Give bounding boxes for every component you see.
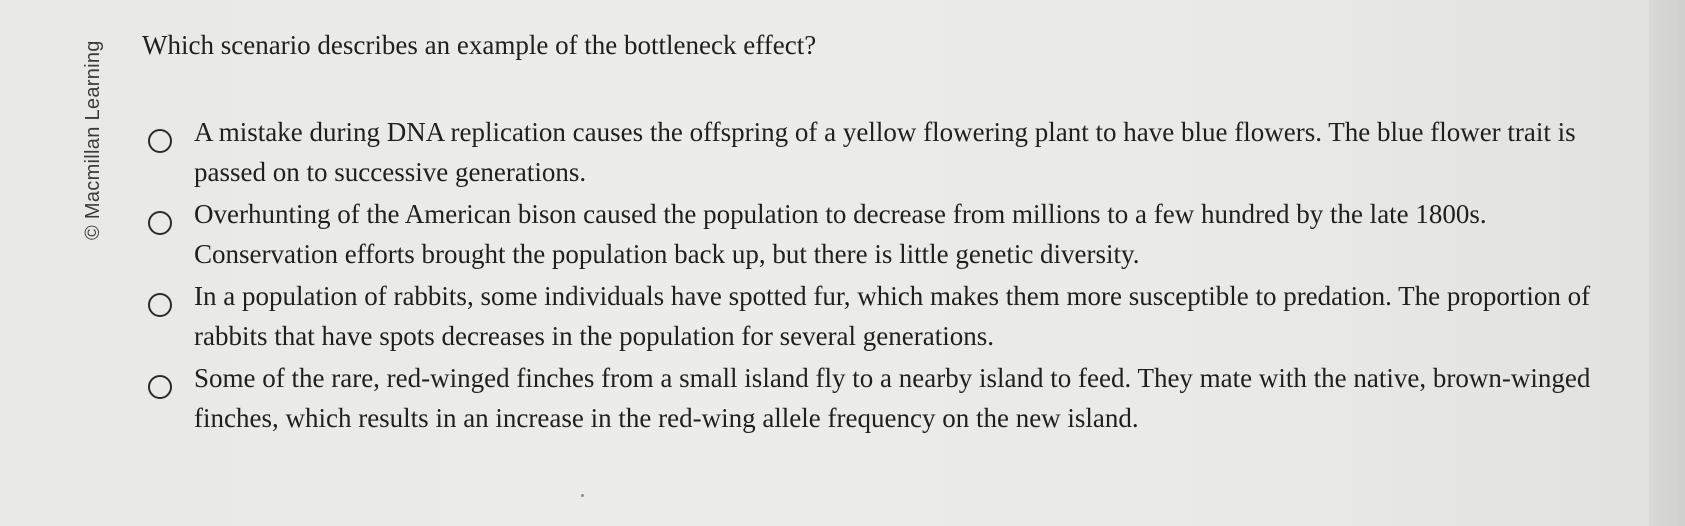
question-prompt: Which scenario describes an example of the bottleneck effect? — [142, 30, 817, 60]
answer-option-text[interactable]: A mistake during DNA replication causes the offspring of a yellow flowering plant to have blue flowers. The blue flower trait is passed on to successive generations. — [194, 117, 1576, 187]
answer-option-text[interactable]: In a population of rabbits, some individuals have spotted fur, which makes them more susceptible to predation. The proportion of rabbits that have spots decreases in the population for several generations. — [194, 281, 1591, 351]
copyright-label: © Macmillan Learning — [82, 40, 104, 240]
answer-options — [148, 112, 1618, 440]
radio-button-icon[interactable] — [148, 293, 172, 317]
screen-speck — [581, 494, 584, 497]
radio-button-icon[interactable] — [148, 211, 172, 235]
answer-option-4[interactable] — [148, 358, 1618, 440]
answer-option-3[interactable] — [148, 276, 1618, 358]
answer-option-text[interactable]: Overhunting of the American bison caused the population to decrease from millions to a few hundred by the late 1800s. Conservation efforts brought the population back up, but there is little genetic diversity. — [194, 199, 1487, 269]
radio-button-icon[interactable] — [148, 375, 172, 399]
answer-option-text[interactable]: Some of the rare, red-winged finches from a small island fly to a nearby island to feed. They mate with the native, brown-winged finches, which results in an increase in the red-wing allele frequency on the new island. — [194, 363, 1591, 433]
page-edge-shadow — [1649, 0, 1685, 526]
radio-button-icon[interactable] — [148, 129, 172, 153]
answer-option-2[interactable] — [148, 194, 1618, 276]
answer-option-1[interactable] — [148, 112, 1618, 194]
